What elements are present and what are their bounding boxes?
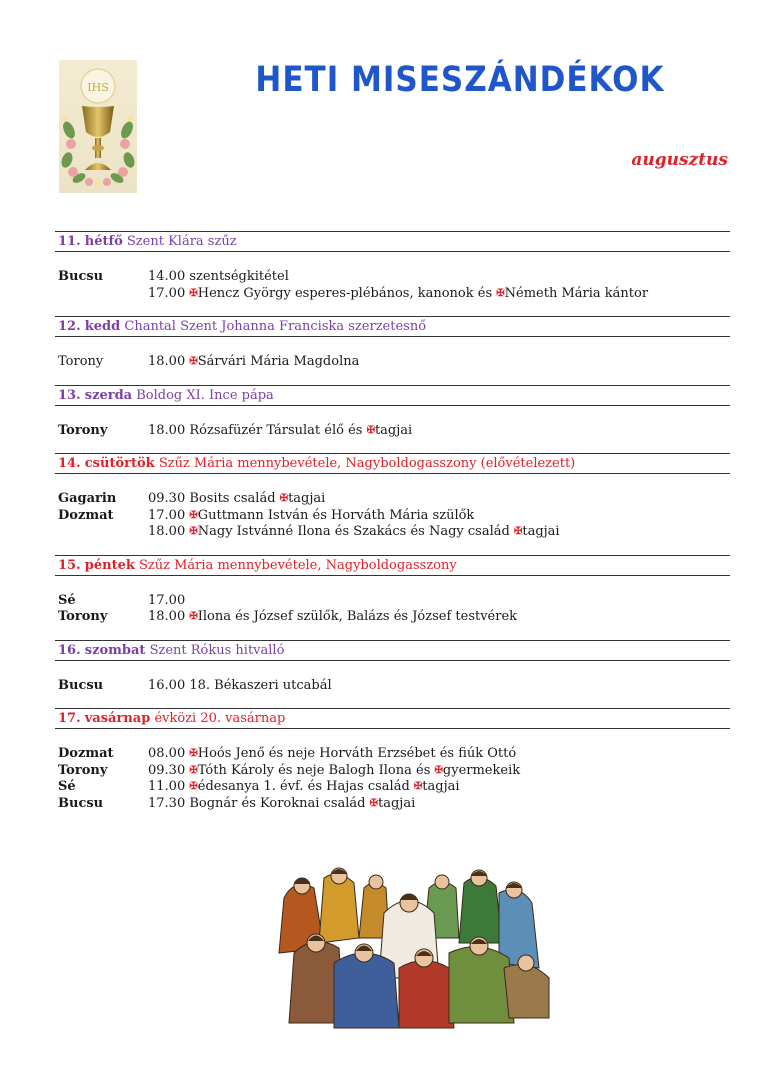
mass-time: 17.30 [148,795,186,811]
day-number: 13. [58,387,81,403]
deceased-cross-icon: ✠ [513,526,523,537]
day-name: vasárnap [84,711,151,726]
location: Torony [58,762,108,778]
deceased-cross-icon: ✠ [189,764,198,776]
feast-name: Szűz Mária mennybevétele, Nagyboldogasszony [139,557,457,573]
location [58,286,148,303]
mass-time: 17.00 [148,285,186,301]
mass-row [58,354,730,371]
location: Sé [58,779,76,794]
mass-time: 18.00 [148,524,186,539]
mass-row [58,423,730,440]
day-header [55,555,730,576]
chalice-image [59,60,137,193]
mass-time: 09.30 [148,762,186,778]
mass-time: 08.00 [148,746,186,761]
day-number: 12. [58,319,81,334]
mass-time: 18.00 [148,609,186,624]
deceased-cross-icon: ✠ [279,493,289,504]
mass-row [58,796,730,813]
day-name: szerda [84,387,133,403]
deceased-cross-icon: ✠ [189,748,198,759]
deceased-cross-icon: ✠ [189,781,198,792]
last-supper-illustration [264,858,554,1030]
day-name: hétfő [84,234,123,249]
mass-row [58,763,730,780]
mass-intention: szentségkitétel [189,269,289,284]
location: Torony [58,422,108,438]
day-name: szombat [84,642,146,658]
location: Bucsu [58,269,104,284]
location: Gagarin [58,491,117,506]
mass-intention: ✠Sárvári Mária Magdolna [189,354,360,369]
mass-row [58,524,730,541]
deceased-cross-icon: ✠ [413,781,423,792]
mass-intention: Bognár és Koroknai család ✠tagjai [189,795,416,811]
deceased-cross-icon: ✠ [189,356,198,367]
mass-time: 14.00 [148,269,186,284]
day-number: 15. [58,557,81,573]
mass-intention: ✠Hencz György esperes-plébános, kanonok és ✠Németh Mária kántor [189,285,649,301]
day-masses [55,661,730,709]
ihs-monogram: IHS [87,81,109,94]
mass-row [58,508,730,525]
day-header [55,640,730,661]
feast-name: Szent Klára szűz [126,234,237,249]
feast-name: Szent Rókus hitvalló [149,642,285,658]
day-masses [55,337,730,385]
mass-intention: ✠Hoós Jenő és neje Horváth Erzsébet és fiúk Ottó [189,746,517,761]
page-title: HETI MISESZÁNDÉKOK [255,59,665,101]
mass-time: 18.00 [148,422,186,438]
deceased-cross-icon: ✠ [434,764,443,776]
mass-row [58,609,730,626]
mass-time: 11.00 [148,779,186,794]
mass-time: 17.00 [148,507,186,523]
mass-intention: 18. Békaszeri utcabál [189,677,332,693]
day-name: péntek [84,557,135,573]
day-name: csütörtök [84,456,155,471]
day-number: 14. [58,456,81,471]
day-masses [55,576,730,640]
location: Dozmat [58,507,114,523]
mass-intention: ✠Guttmann István és Horváth Mária szülők [189,507,475,523]
feast-name: évközi 20. vasárnap [154,711,286,726]
feast-name: Szűz Mária mennybevétele, Nagyboldogasszony (elővételezett) [158,456,576,471]
month-label: augusztus [631,150,728,170]
deceased-cross-icon: ✠ [369,797,379,809]
location: Dozmat [58,746,114,761]
day-masses [55,252,730,316]
mass-time: 09.30 [148,491,186,506]
feast-name: Chantal Szent Johanna Franciska szerzetesnő [124,319,427,334]
mass-row [58,491,730,508]
deceased-cross-icon: ✠ [189,526,198,537]
day-masses [55,729,730,826]
mass-intention: ✠Nagy Istvánné Ilona és Szakács és Nagy család ✠tagjai [189,524,560,539]
day-number: 16. [58,642,81,658]
mass-intention: Bosits család ✠tagjai [189,491,326,506]
schedule [55,231,730,826]
mass-intention: ✠Ilona és József szülők, Balázs és József testvérek [189,609,518,624]
day-header [55,708,730,729]
location: Sé [58,592,76,608]
location: Torony [58,609,108,624]
mass-intention: ✠édesanya 1. évf. és Hajas család ✠tagjai [189,779,460,794]
deceased-cross-icon: ✠ [189,611,198,622]
mass-row [58,678,730,695]
location [58,524,148,541]
day-header [55,385,730,406]
mass-time: 18.00 [148,354,186,369]
location: Torony [58,354,104,369]
deceased-cross-icon: ✠ [189,287,198,299]
mass-time: 16.00 [148,677,186,693]
deceased-cross-icon: ✠ [189,509,198,521]
day-masses [55,474,730,555]
day-number: 11. [58,234,81,249]
mass-time: 17.00 [148,592,186,608]
mass-row [58,269,730,286]
deceased-cross-icon: ✠ [496,287,505,299]
day-number: 17. [58,711,81,726]
day-header [55,316,730,337]
day-header [55,453,730,474]
location: Bucsu [58,677,104,693]
location: Bucsu [58,795,104,811]
mass-intention: Rózsafüzér Társulat élő és ✠tagjai [189,422,413,438]
mass-intention: ✠Tóth Károly és neje Balogh Ilona és ✠gyermekeik [189,762,521,778]
day-masses [55,406,730,454]
mass-row [58,593,730,610]
feast-name: Boldog XI. Ince pápa [136,387,274,403]
day-header [55,231,730,252]
mass-row [58,286,730,303]
mass-row [58,746,730,763]
deceased-cross-icon: ✠ [366,424,375,436]
mass-row [58,779,730,796]
day-name: kedd [84,319,121,334]
